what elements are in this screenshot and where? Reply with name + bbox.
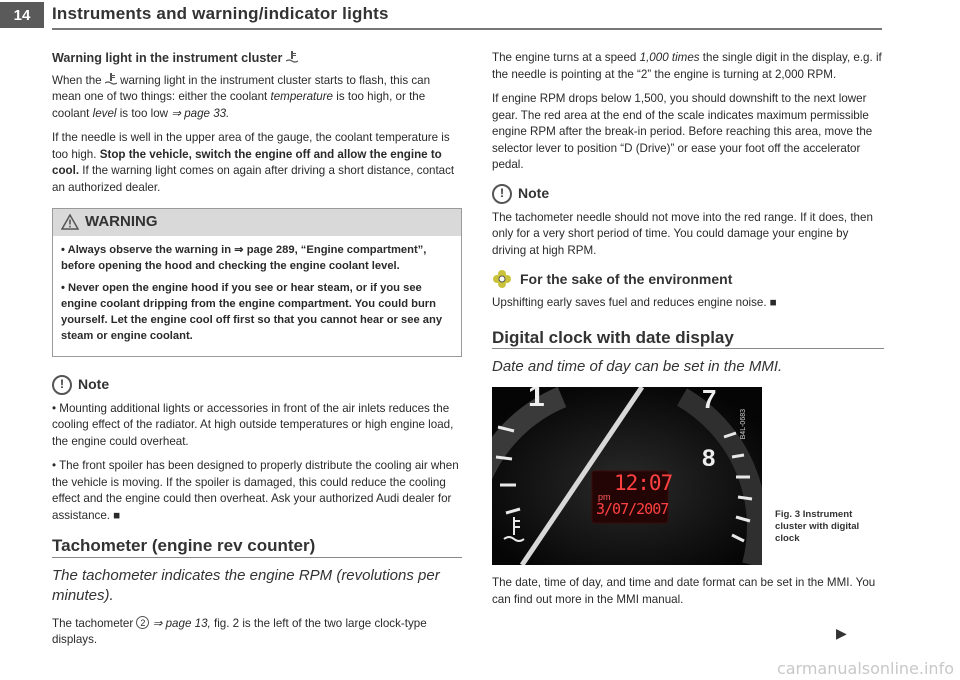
warning-box-body — [53, 236, 461, 356]
clock-section-title: Digital clock with date display — [492, 330, 884, 350]
warning-item-2: • Never open the engine hood if you see or hear steam, or if you see engine coolant dripping from the engine compartment. You could burn yourself. Let the engine cool off first so that you cannot hear or see any steam or engine coolant. — [61, 281, 443, 342]
page-header — [0, 0, 960, 30]
coolant-temperature-icon — [105, 73, 117, 85]
header-rule — [52, 28, 882, 30]
note-item-1: • Mounting additional lights or accessories in front of the air inlets reduces the cooling effect of the radiator. At high outside temperatures or high engine load, the engine could overheat. — [52, 401, 454, 448]
note-heading: ! Note — [52, 375, 462, 395]
warning-triangle-icon — [61, 214, 79, 230]
note-tachometer: The tachometer needle should not move into the red range. If it does, then only for a very short period of time. You could damage your engine by driving at high RPM. — [492, 210, 873, 257]
paragraph-coolant-warning: When the warning light in the instrument cluster starts to flash, this can mean one of two things: either the coolant temperature is too high, or the coolant level is too low ⇒ page 33. — [52, 73, 431, 120]
clock-paragraph: The date, time of day, and time and date format can be set in the MMI. You can find out more in the MMI manual. — [492, 576, 876, 606]
page-number: 14 — [0, 2, 44, 28]
figure-caption: Fig. 3 Instrument cluster with digital clock — [775, 509, 860, 544]
environment-flower-icon — [492, 269, 512, 289]
tachometer-section-title: Tachometer (engine rev counter) — [52, 538, 462, 558]
warning-light-heading: Warning light in the instrument cluster — [52, 50, 462, 67]
dial-number-8: 8 — [702, 445, 716, 472]
chapter-title: Instruments and warning/indicator lights — [52, 4, 389, 23]
paragraph-downshift: If engine RPM drops below 1,500, you should downshift to the next lower gear. The red area at the end of the scale indicates maximum permissible engine RPM after the break-in period. Before reaching this area, move the selector lever to position “D (Drive)” or ease your foot off the accelerator pedal. — [492, 92, 873, 171]
watermark: carmanualsonline.info — [776, 659, 954, 678]
environment-text: Upshifting early saves fuel and reduces engine noise. ■ — [492, 296, 777, 309]
note-circle-icon: ! — [52, 375, 72, 395]
note-circle-icon: ! — [492, 184, 512, 204]
continue-arrow-icon[interactable]: ▶ — [836, 625, 847, 641]
note-item-2: • The front spoiler has been designed to properly distribute the cooling air when the vehicle is moving. If the spoiler is damaged, this could reduce the cooling effect and the engine could then overheat. Ask your authorized Audi dealer for assistance. ■ — [52, 459, 459, 522]
clock-subtitle: Date and time of day can be set in the MMI. — [492, 358, 783, 375]
page-ref-33[interactable]: ⇒ page 33. — [171, 106, 230, 120]
callout-number-icon: 2 — [136, 616, 149, 629]
paragraph-needle: If the needle is well in the upper area of the gauge, the coolant temperature is too high. Stop the vehicle, switch the engine off and allow the engine to cool. If the warning light comes on again after driving a short distance, contact an authorized dealer. — [52, 131, 455, 194]
clock-time: 12:07 — [614, 471, 673, 495]
paragraph-engine-speed: The engine turns at a speed 1,000 times the single digit in the display, e.g. if the needle is pointing at the “2” the engine is turning at 2,000 RPM. — [492, 51, 882, 81]
tachometer-subtitle: The tachometer indicates the engine RPM (revolutions per minutes). — [52, 566, 440, 604]
figure-code: B4L-0683 — [740, 409, 747, 440]
warning-box-header — [53, 209, 461, 236]
warning-box — [52, 208, 462, 357]
dial-number-7: 7 — [702, 387, 717, 414]
clock-date: 3/07/2007 — [596, 500, 669, 518]
instrument-cluster-image — [492, 387, 762, 565]
environment-heading: For the sake of the environment — [492, 269, 884, 289]
figure-instrument-cluster — [492, 387, 884, 565]
left-column — [52, 50, 462, 657]
warning-box-title: WARNING — [85, 213, 158, 230]
dial-number-1: 1 — [528, 387, 545, 413]
page-ref-13[interactable]: ⇒ page 13, — [152, 616, 211, 630]
tachometer-paragraph: The tachometer 2 ⇒ page 13, fig. 2 is the left of the two large clock-type displays. — [52, 616, 427, 646]
warning-item-1: • Always observe the warning in ⇒ page 289, “Engine compartment”, before opening the hood and checking the engine coolant level. — [61, 243, 427, 272]
clock-ampm: pm — [598, 492, 611, 502]
note-heading-right: ! Note — [492, 184, 884, 204]
coolant-temperature-icon — [286, 51, 298, 63]
right-column — [492, 50, 884, 616]
